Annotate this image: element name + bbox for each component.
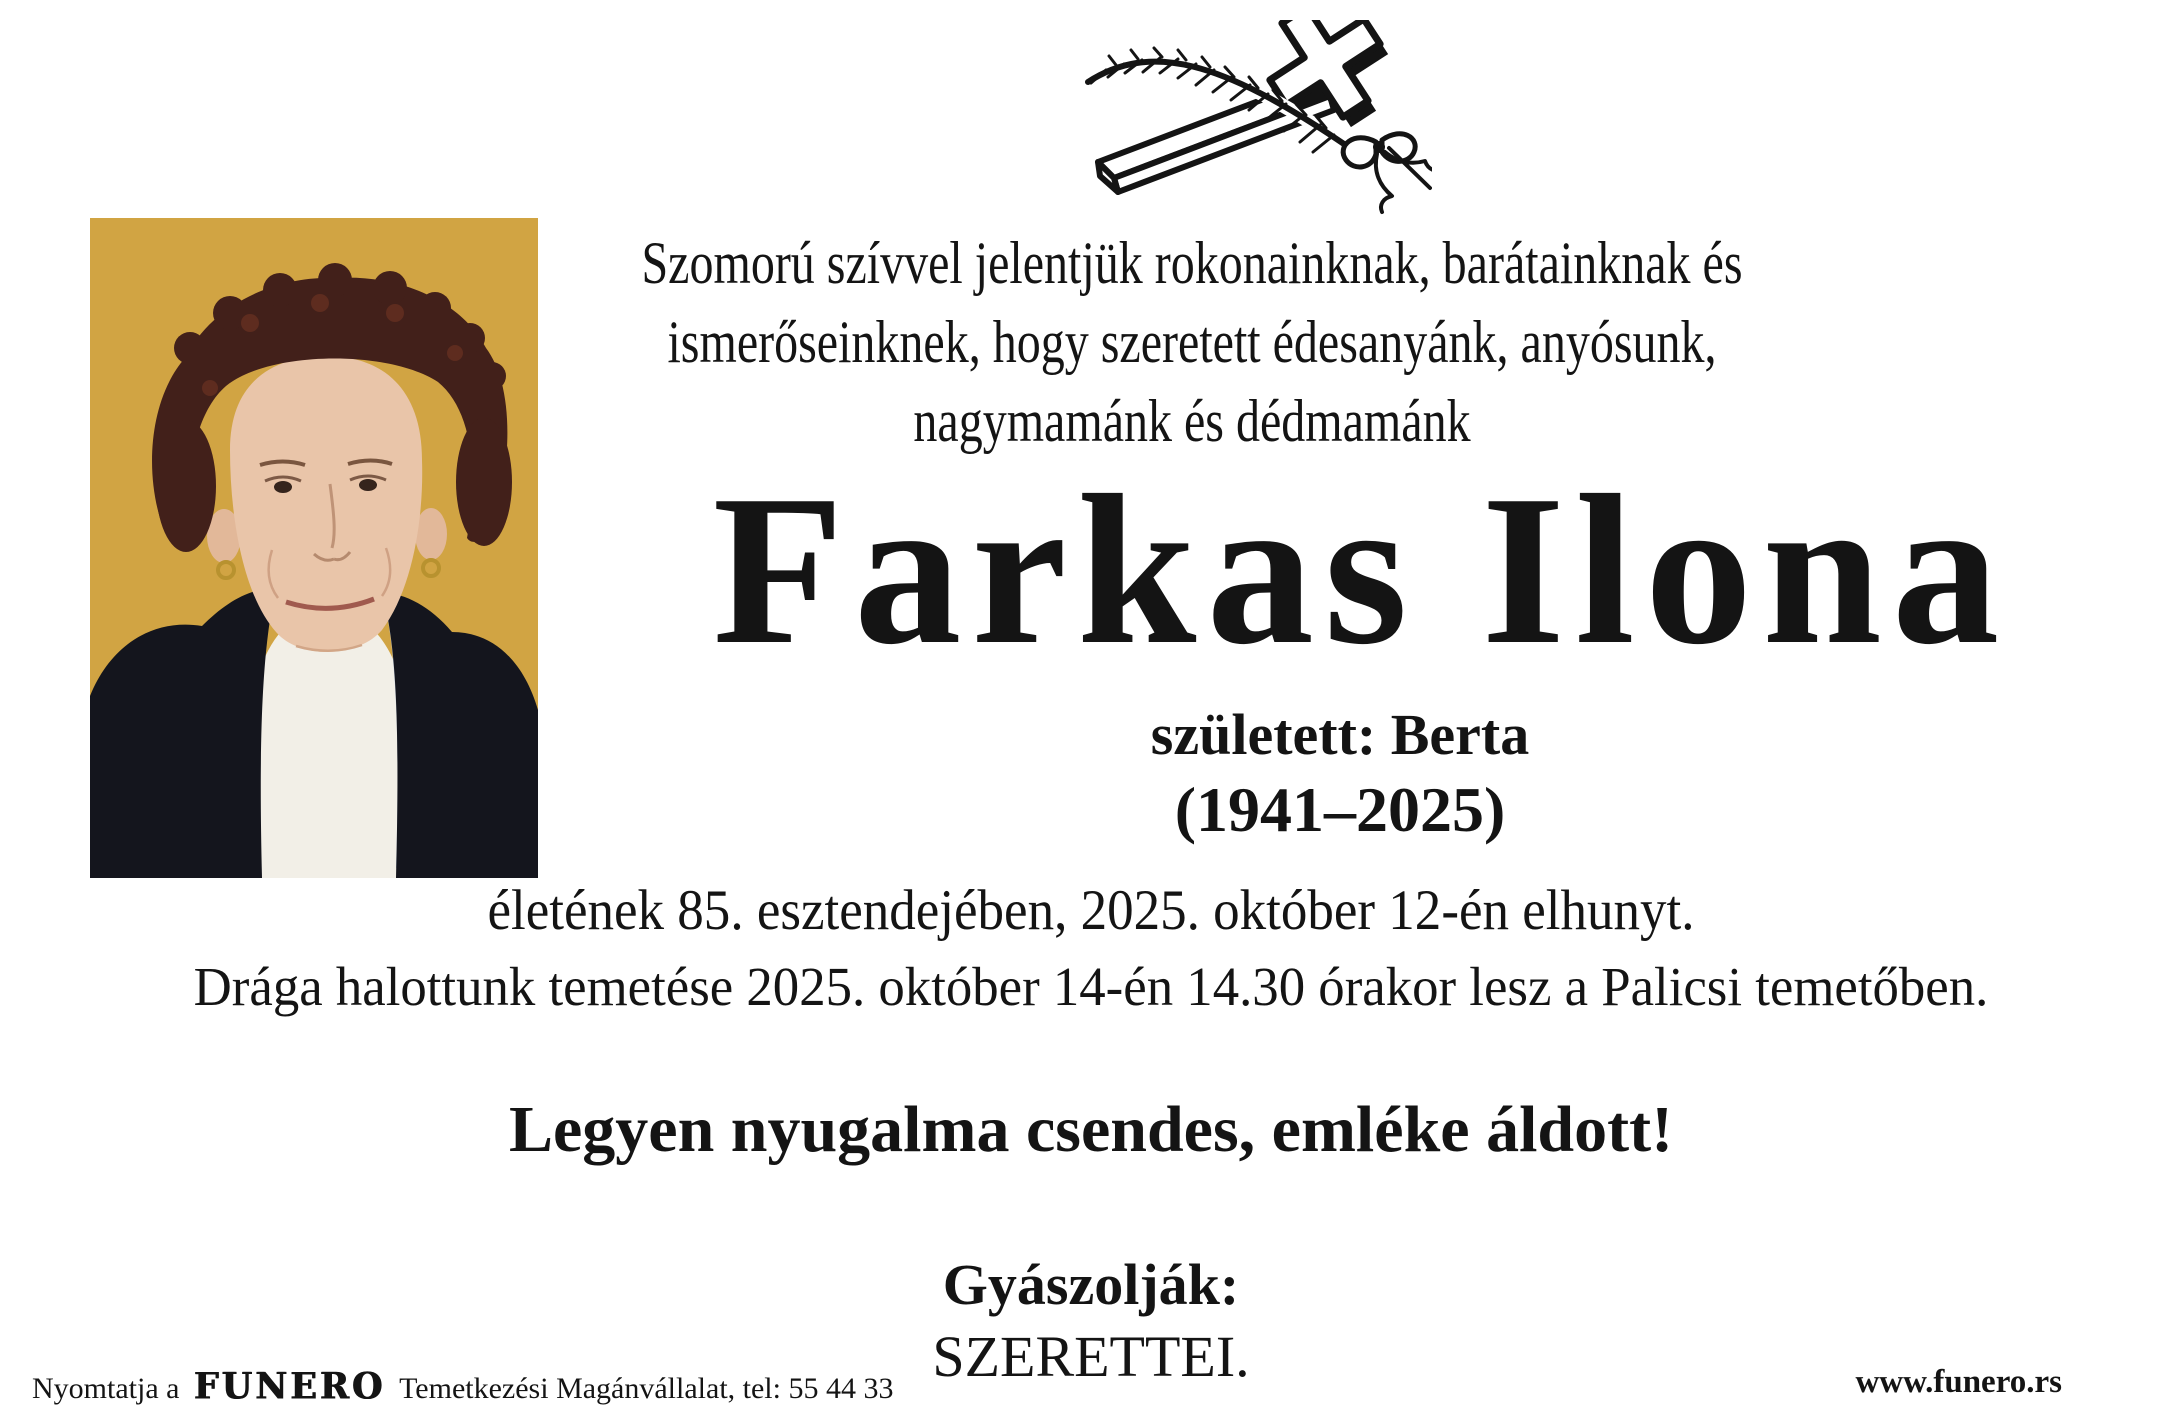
funeral-info-line: Drága halottunk temetése 2025. október 14-én 14.30 órakor lesz a Palicsi temetőben. — [193, 956, 1989, 1017]
mourners-label: Gyászolják: — [942, 1252, 1240, 1317]
farewell-line: Legyen nyugalma csendes, emléke áldott! — [508, 1093, 1674, 1166]
announcement-line: ismerőseinknek, hogy szeretett édesanyánk, anyósunk, — [667, 309, 1717, 375]
mourners-value: SZERETTEI. — [932, 1324, 1250, 1389]
funero-logo: FUNERO — [193, 1364, 386, 1409]
printer-prefix: Nyomtatja a — [32, 1372, 180, 1405]
death-date-line: életének 85. esztendejében, 2025. október 12-én elhunyt. — [487, 879, 1695, 942]
announcement-line: nagymamánk és dédmamánk — [913, 388, 1471, 454]
announcement-line: Szomorú szívvel jelentjük rokonainknak, barátainknak és — [641, 230, 1743, 296]
deceased-name: Farkas Ilona — [712, 450, 2010, 689]
printer-suffix: Temetkezési Magánvállalat, tel: 55 44 33 — [399, 1372, 894, 1405]
announcement-paragraph — [399, 224, 1985, 461]
life-years: (1941–2025) — [1174, 774, 1506, 845]
printer-credit — [32, 1366, 893, 1407]
ribbon-bow — [1343, 134, 1432, 212]
maiden-name: született: Berta — [1150, 702, 1530, 767]
website-url: www.funero.rs — [1855, 1364, 2062, 1400]
cross-palm-icon — [1080, 20, 1432, 220]
